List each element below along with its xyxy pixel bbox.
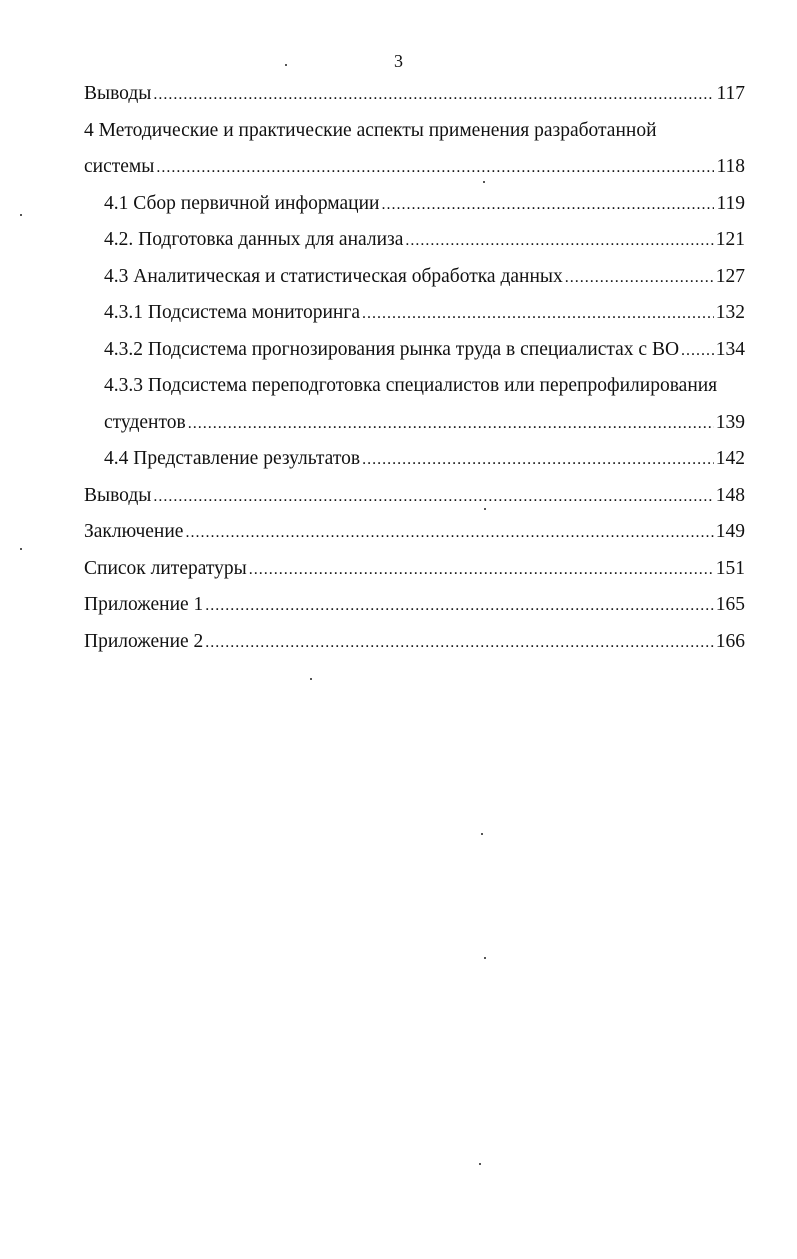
toc-entry-title: 4.3.1 Подсистема мониторинга — [104, 302, 360, 323]
toc-entry-title: 4.1 Сбор первичной информации — [104, 192, 380, 214]
toc-entry-summary[interactable] — [84, 514, 745, 551]
toc-entry-title: 4.3 Аналитическая и статистическая обработка данных — [104, 265, 563, 287]
toc-leader-dots — [185, 515, 713, 552]
toc-entry-page: 165 — [715, 594, 745, 615]
scan-speck — [481, 833, 483, 835]
toc-entry-title: 4.4 Представление результатов — [104, 448, 361, 469]
toc-entry-title: Приложение 1 — [84, 594, 204, 615]
toc-leader-dots — [188, 406, 714, 443]
scan-speck — [285, 64, 287, 66]
toc-entry-appendix-2[interactable] — [84, 624, 745, 661]
toc-leader-dots — [362, 442, 714, 479]
toc-entry-chapter-4[interactable] — [84, 149, 745, 186]
toc-entry-page: 149 — [715, 521, 745, 542]
toc-entry-page: 142 — [715, 448, 745, 469]
toc-entry-title: студентов — [104, 411, 186, 433]
toc-entry-title: Список литературы — [84, 557, 247, 579]
toc-entry-title: Выводы — [84, 83, 152, 104]
toc-leader-dots — [153, 77, 714, 114]
toc-leader-dots — [156, 150, 714, 187]
table-of-contents — [84, 76, 745, 660]
scan-speck — [479, 1163, 481, 1165]
scan-speck — [20, 548, 22, 550]
toc-entry-4-3-2[interactable] — [84, 332, 745, 369]
toc-entry-conclusions-ch4[interactable] — [84, 478, 745, 515]
toc-entry-4-3[interactable] — [84, 259, 745, 296]
toc-entry-page: 148 — [715, 484, 745, 506]
toc-entry-page: 151 — [715, 557, 745, 579]
scan-speck — [483, 181, 485, 183]
toc-leader-dots — [381, 187, 714, 224]
toc-entry-page: 118 — [716, 156, 745, 177]
toc-entry-title: Заключение — [84, 521, 184, 542]
scan-speck — [310, 678, 312, 680]
toc-entry-page: 134 — [715, 338, 745, 360]
toc-leader-dots — [205, 588, 713, 625]
toc-entry-title: 4 Методические и практические аспекты применения разработанной — [84, 119, 657, 141]
toc-leader-dots — [565, 260, 714, 297]
toc-entry-title: Приложение 2 — [84, 630, 204, 652]
toc-leader-dots — [405, 223, 713, 260]
scan-speck — [484, 957, 486, 959]
toc-entry-appendix-1[interactable] — [84, 587, 745, 624]
toc-entry-title: 4.3.2 Подсистема прогнозирования рынка труда в специалистах с ВО — [104, 338, 680, 360]
toc-entry-4-1[interactable] — [84, 186, 745, 223]
toc-entry-page: 132 — [715, 302, 745, 323]
toc-leader-dots — [153, 479, 713, 516]
toc-entry-page: 121 — [715, 229, 745, 250]
toc-entry-references[interactable] — [84, 551, 745, 588]
toc-entry-4-4[interactable] — [84, 441, 745, 478]
toc-entry-chapter-4-heading[interactable] — [84, 113, 745, 150]
toc-entry-title: Выводы — [84, 484, 152, 506]
toc-entry-4-3-3-heading[interactable] — [84, 368, 745, 405]
scan-speck — [484, 508, 486, 510]
toc-entry-page: 117 — [716, 83, 745, 104]
toc-leader-dots — [205, 625, 713, 662]
toc-leader-dots — [362, 296, 714, 333]
toc-entry-4-3-1[interactable] — [84, 295, 745, 332]
toc-leader-dots — [681, 333, 714, 370]
toc-entry-title: 4.3.3 Подсистема переподготовка специалистов или перепрофилирования — [104, 375, 718, 396]
toc-entry-4-2[interactable] — [84, 222, 745, 259]
toc-entry-conclusions-ch3[interactable] — [84, 76, 745, 113]
toc-entry-page: 127 — [715, 265, 745, 287]
toc-entry-page: 119 — [716, 192, 745, 214]
toc-leader-dots — [249, 552, 714, 589]
toc-entry-title: 4.2. Подготовка данных для анализа — [104, 229, 404, 250]
toc-entry-page: 166 — [715, 630, 745, 652]
page-number: 3 — [394, 51, 403, 71]
scan-speck — [20, 214, 22, 216]
toc-entry-title: системы — [84, 156, 155, 177]
toc-entry-page: 139 — [715, 411, 745, 433]
toc-entry-4-3-3[interactable] — [84, 405, 745, 442]
